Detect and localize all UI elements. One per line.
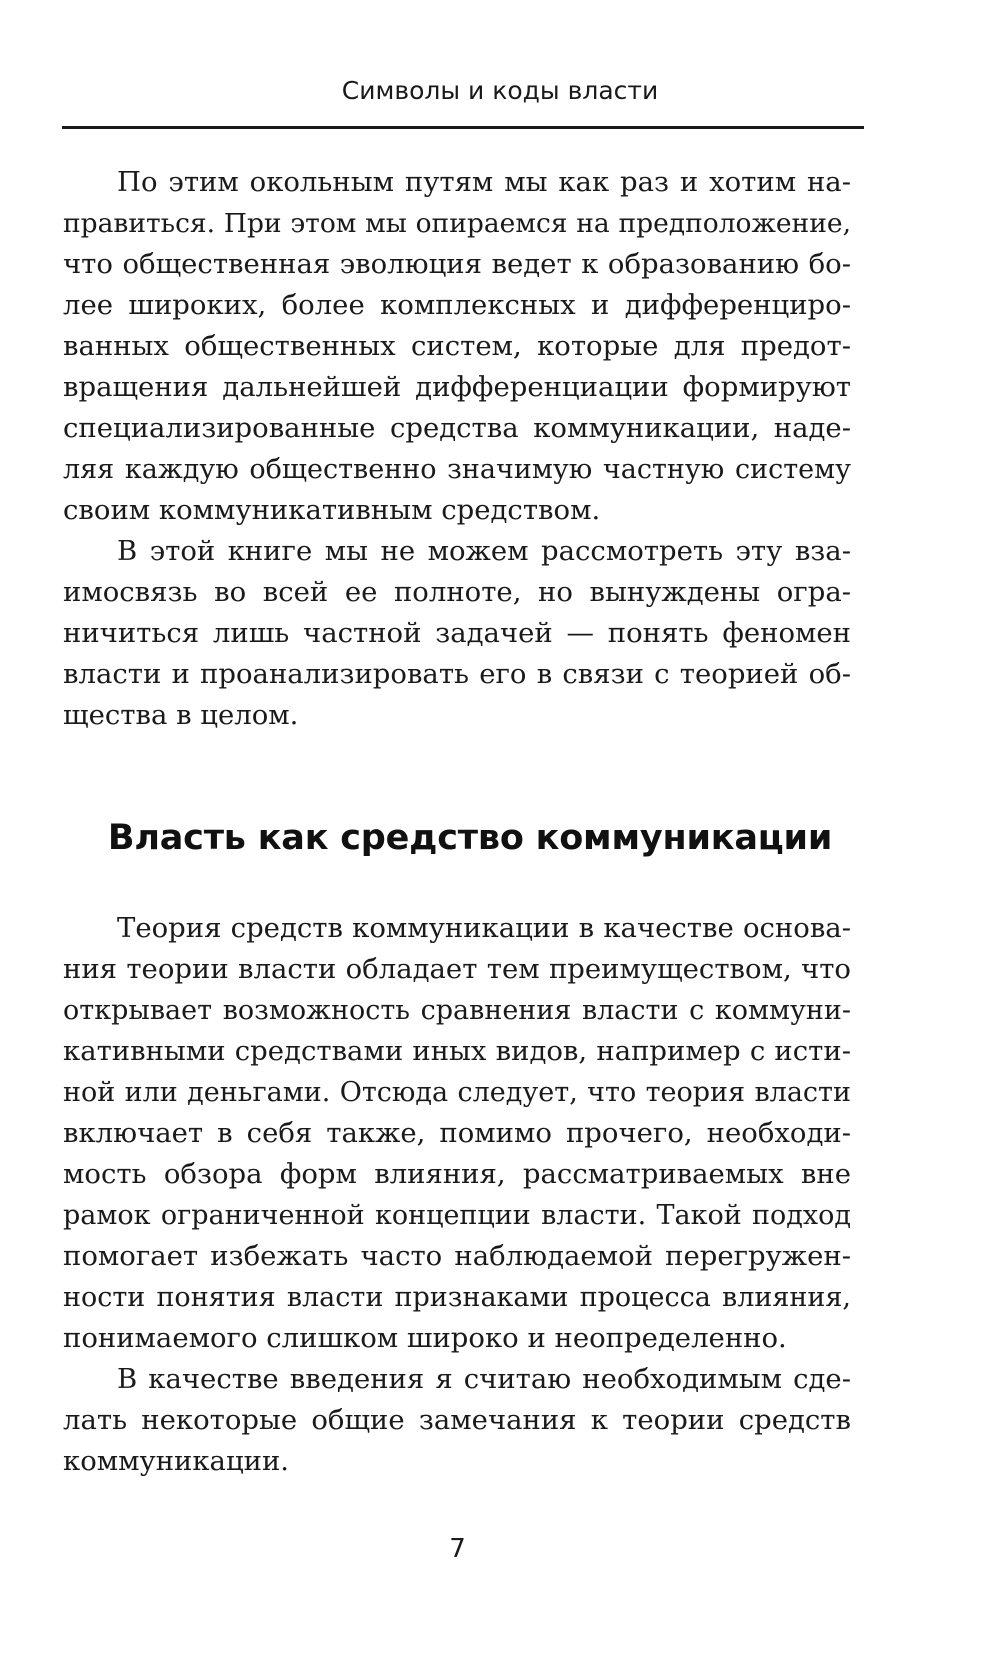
text-line: правиться. При этом мы опираемся на предположение, (63, 208, 851, 239)
text-line: В этой книге мы не можем рассмотреть эту вза- (117, 535, 851, 567)
text-line: ничиться лишь частной задачей — понять феномен (63, 617, 851, 649)
running-header: Символы и коды власти (341, 76, 659, 105)
text-line: открывает возможность сравнения власти с коммуни- (63, 995, 851, 1026)
text-line: специализированные средства коммуникации, наде- (63, 412, 851, 444)
text-line: лать некоторые общие замечания к теории средств (63, 1404, 851, 1436)
text-line: коммуникации. (63, 1445, 290, 1477)
page-number: 7 (449, 1534, 466, 1564)
header-rule (62, 126, 864, 129)
text-line: помогает избежать часто наблюдаемой перегружен- (63, 1240, 851, 1272)
text-line: ванных общественных систем, которые для предот- (63, 330, 851, 362)
text-line: кативными средствами иных видов, например с исти- (63, 1035, 851, 1067)
text-line: Теория средств коммуникации в качестве основа- (117, 912, 851, 944)
text-line: В качестве введения я считаю необходимым сде- (117, 1363, 851, 1395)
section-heading: Власть как средство коммуникации (107, 818, 833, 858)
text-line: ности понятия власти признаками процесса влияния, (63, 1282, 851, 1313)
text-line: что общественная эволюция ведет к образованию бо- (63, 248, 851, 280)
text-line: По этим окольным путям мы как раз и хотим на- (117, 166, 851, 198)
text-line: понимаемого слишком широко и неопределенно. (63, 1322, 787, 1354)
text-line: своим коммуникативным средством. (63, 494, 601, 526)
text-line: включает в себя также, помимо прочего, необходи- (63, 1117, 851, 1149)
text-line: ляя каждую общественно значимую частную систему (63, 454, 851, 485)
text-line: имосвязь во всей ее полноте, но вынуждены огра- (63, 576, 851, 608)
text-line: власти и проанализировать его в связи с теорией об- (63, 658, 851, 690)
text-line: мость обзора форм влияния, рассматриваемых вне (63, 1158, 851, 1190)
text-line: лее широких, более комплексных и дифференциро- (63, 289, 851, 321)
text-line: вращения дальнейшей дифференциации формируют (63, 371, 851, 403)
text-line: ния теории власти обладает тем преимуществом, что (63, 953, 851, 985)
text-block-intro (63, 162, 851, 736)
text-line: щества в целом. (63, 699, 299, 731)
text-block-section (63, 908, 851, 1482)
text-line: рамок ограниченной концепции власти. Такой подход (63, 1200, 851, 1231)
text-line: ной или деньгами. Отсюда следует, что теория власти (63, 1077, 851, 1108)
